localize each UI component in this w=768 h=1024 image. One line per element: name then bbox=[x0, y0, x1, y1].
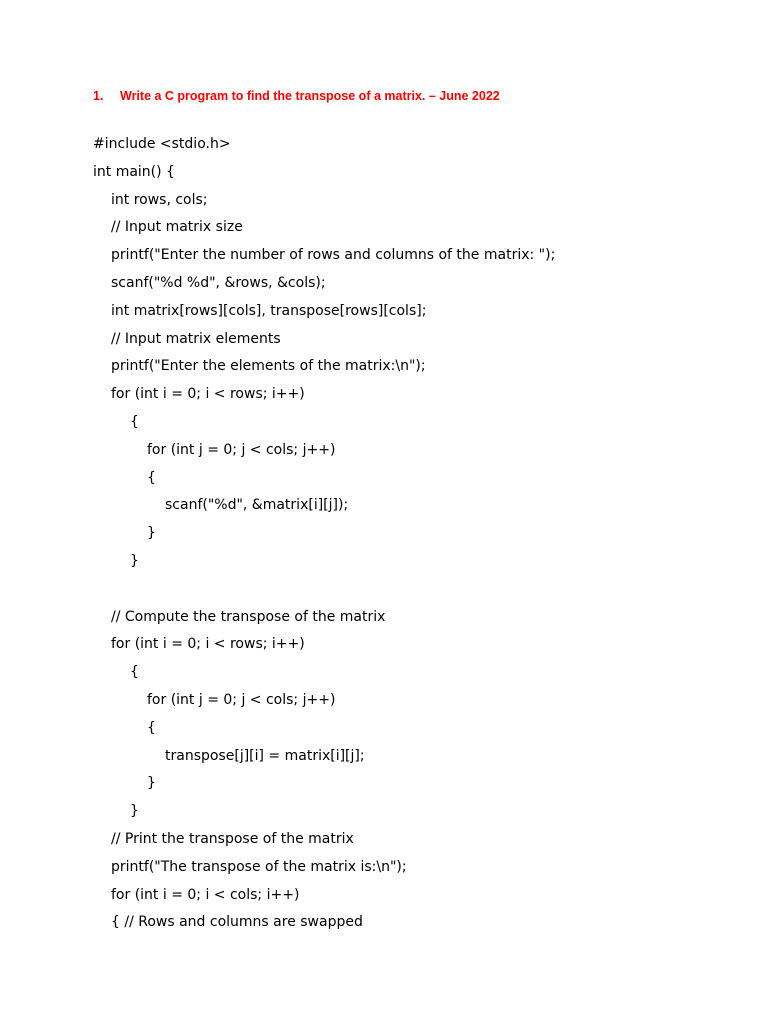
code-line: { // Rows and columns are swapped bbox=[111, 914, 363, 931]
question-number: 1. bbox=[93, 89, 104, 103]
code-line: } bbox=[147, 775, 156, 792]
code-line: int rows, cols; bbox=[111, 191, 208, 208]
code-line: { bbox=[130, 413, 139, 430]
code-line: for (int i = 0; i < cols; i++) bbox=[111, 886, 300, 903]
code-line: // Input matrix size bbox=[111, 219, 243, 236]
code-line: transpose[j][i] = matrix[i][j]; bbox=[165, 747, 365, 764]
question-heading bbox=[93, 87, 500, 105]
code-line: } bbox=[130, 803, 139, 820]
code-line: } bbox=[147, 525, 156, 542]
code-listing bbox=[93, 131, 555, 937]
code-line: printf("Enter the elements of the matrix:\n"); bbox=[111, 358, 426, 375]
code-line: for (int i = 0; i < rows; i++) bbox=[111, 386, 305, 403]
code-line: int main() { bbox=[93, 163, 175, 180]
code-line: printf("Enter the number of rows and columns of the matrix: "); bbox=[111, 247, 556, 264]
code-line: scanf("%d %d", &rows, &cols); bbox=[111, 274, 326, 291]
code-line: { bbox=[147, 719, 156, 736]
code-blank-line bbox=[93, 576, 555, 604]
code-line: for (int j = 0; j < cols; j++) bbox=[147, 691, 336, 708]
code-line: // Print the transpose of the matrix bbox=[111, 830, 354, 847]
code-line: scanf("%d", &matrix[i][j]); bbox=[165, 497, 349, 514]
code-line: printf("The transpose of the matrix is:\n"); bbox=[111, 858, 407, 875]
code-line: } bbox=[130, 552, 139, 569]
code-line: // Compute the transpose of the matrix bbox=[111, 608, 386, 625]
code-line: int matrix[rows][cols], transpose[rows][cols]; bbox=[111, 302, 427, 319]
code-line: #include <stdio.h> bbox=[93, 136, 231, 152]
code-line: { bbox=[147, 469, 156, 486]
code-line: // Input matrix elements bbox=[111, 330, 281, 347]
code-line: for (int i = 0; i < rows; i++) bbox=[111, 636, 305, 653]
code-line: for (int j = 0; j < cols; j++) bbox=[147, 441, 336, 458]
code-line: { bbox=[130, 664, 139, 681]
question-title: Write a C program to find the transpose of a matrix. – June 2022 bbox=[120, 89, 500, 103]
